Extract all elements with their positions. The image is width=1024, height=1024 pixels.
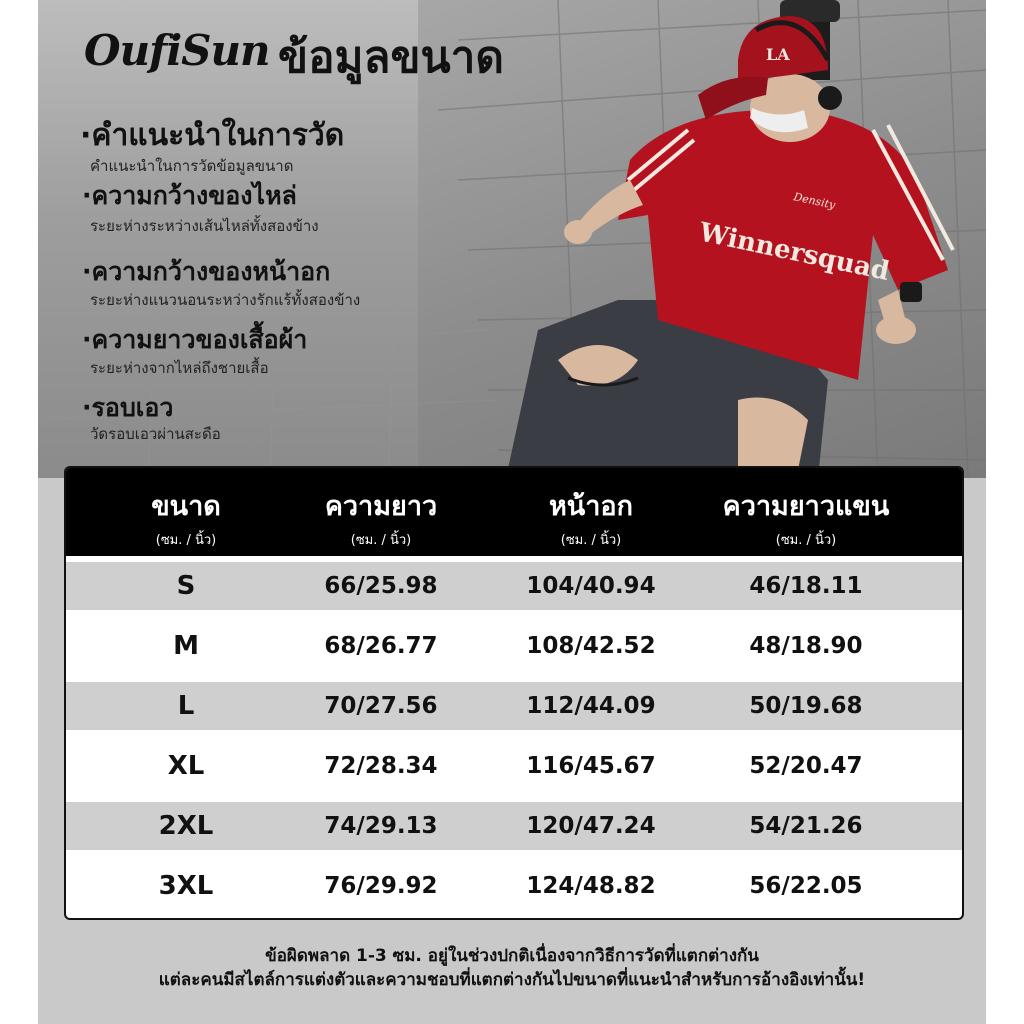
- sleeve-cell: 56/22.05: [749, 873, 863, 899]
- guide-item-desc: ระยะห่างระหว่างเส้นไหล่ทั้งสองข้าง: [90, 217, 319, 235]
- guide-heading: ·คำแนะนำในการวัด: [80, 118, 345, 153]
- sleeve-cell: 46/18.11: [749, 573, 863, 599]
- page-title: ข้อมูลขนาด: [278, 32, 504, 83]
- sleeve-cell: 50/19.68: [749, 693, 863, 719]
- sleeve-cell: 48/18.90: [749, 633, 863, 659]
- length-cell: 68/26.77: [324, 633, 438, 659]
- size-cell: S: [176, 571, 196, 601]
- guide-item-desc: ระยะห่างจากไหล่ถึงชายเสื้อ: [90, 359, 269, 377]
- size-cell: 2XL: [158, 811, 214, 841]
- guide-subheading: คำแนะนำในการวัดข้อมูลขนาด: [90, 157, 294, 175]
- chest-cell: 108/42.52: [526, 633, 656, 659]
- table-row: [66, 802, 962, 850]
- length-cell: 70/27.56: [324, 693, 438, 719]
- column-header: ความยาว (ซม. / นิ้ว): [324, 491, 438, 548]
- guide-item-label: ·ความกว้างของไหล่: [82, 181, 297, 210]
- shirt-print-text: Winnersquad: [696, 217, 892, 288]
- size-cell: M: [173, 631, 199, 661]
- footer-note-line2: แต่ละคนมีสไตล์การแต่งตัวและความชอบที่แตกต่างกันไปขนาดที่แนะนำสำหรับการอ้างอิงเท่านั้น!: [158, 970, 866, 990]
- headphones: [818, 86, 842, 110]
- table-row: [66, 562, 962, 610]
- length-cell: 76/29.92: [324, 873, 438, 899]
- table-row: [66, 742, 962, 790]
- sleeve-cell: 54/21.26: [749, 813, 863, 839]
- guide-item-label: ·ความกว้างของหน้าอก: [82, 257, 331, 286]
- table-row: [66, 862, 962, 910]
- size-cell: L: [177, 691, 195, 721]
- table-row: [66, 682, 962, 730]
- shirt-small-text: Density: [792, 190, 837, 212]
- length-cell: 72/28.34: [324, 753, 438, 779]
- chest-cell: 112/44.09: [526, 693, 656, 719]
- column-header: ความยาวแขน (ซม. / นิ้ว): [722, 491, 890, 548]
- chest-cell: 124/48.82: [526, 873, 656, 899]
- guide-item-desc: ระยะห่างแนวนอนระหว่างรักแร้ทั้งสองข้าง: [90, 291, 361, 309]
- size-chart-panel: [38, 0, 986, 1024]
- brand-logo: OufiSun: [84, 26, 270, 75]
- chest-cell: 104/40.94: [526, 573, 656, 599]
- guide-item-label: ·รอบเอว: [82, 393, 174, 422]
- footer-note-line1: ข้อผิดพลาด 1-3 ซม. อยู่ในช่วงปกติเนื่องจากวิธีการวัดที่แตกต่างกัน: [265, 946, 759, 966]
- cap-logo: LA: [766, 45, 790, 64]
- guide-item-desc: วัดรอบเอวผ่านสะดือ: [90, 425, 221, 443]
- column-header: หน้าอก (ซม. / นิ้ว): [549, 491, 633, 548]
- chest-cell: 120/47.24: [526, 813, 656, 839]
- table-header: [66, 468, 962, 556]
- column-header: ขนาด (ซม. / นิ้ว): [151, 491, 221, 548]
- guide-item-label: ·ความยาวของเสื้อผ้า: [82, 325, 308, 354]
- length-cell: 66/25.98: [324, 573, 438, 599]
- size-cell: XL: [167, 751, 205, 781]
- length-cell: 74/29.13: [324, 813, 438, 839]
- size-table: [64, 466, 964, 920]
- chest-cell: 116/45.67: [526, 753, 656, 779]
- size-cell: 3XL: [158, 871, 214, 901]
- sleeve-cell: 52/20.47: [749, 753, 863, 779]
- table-row: [66, 622, 962, 670]
